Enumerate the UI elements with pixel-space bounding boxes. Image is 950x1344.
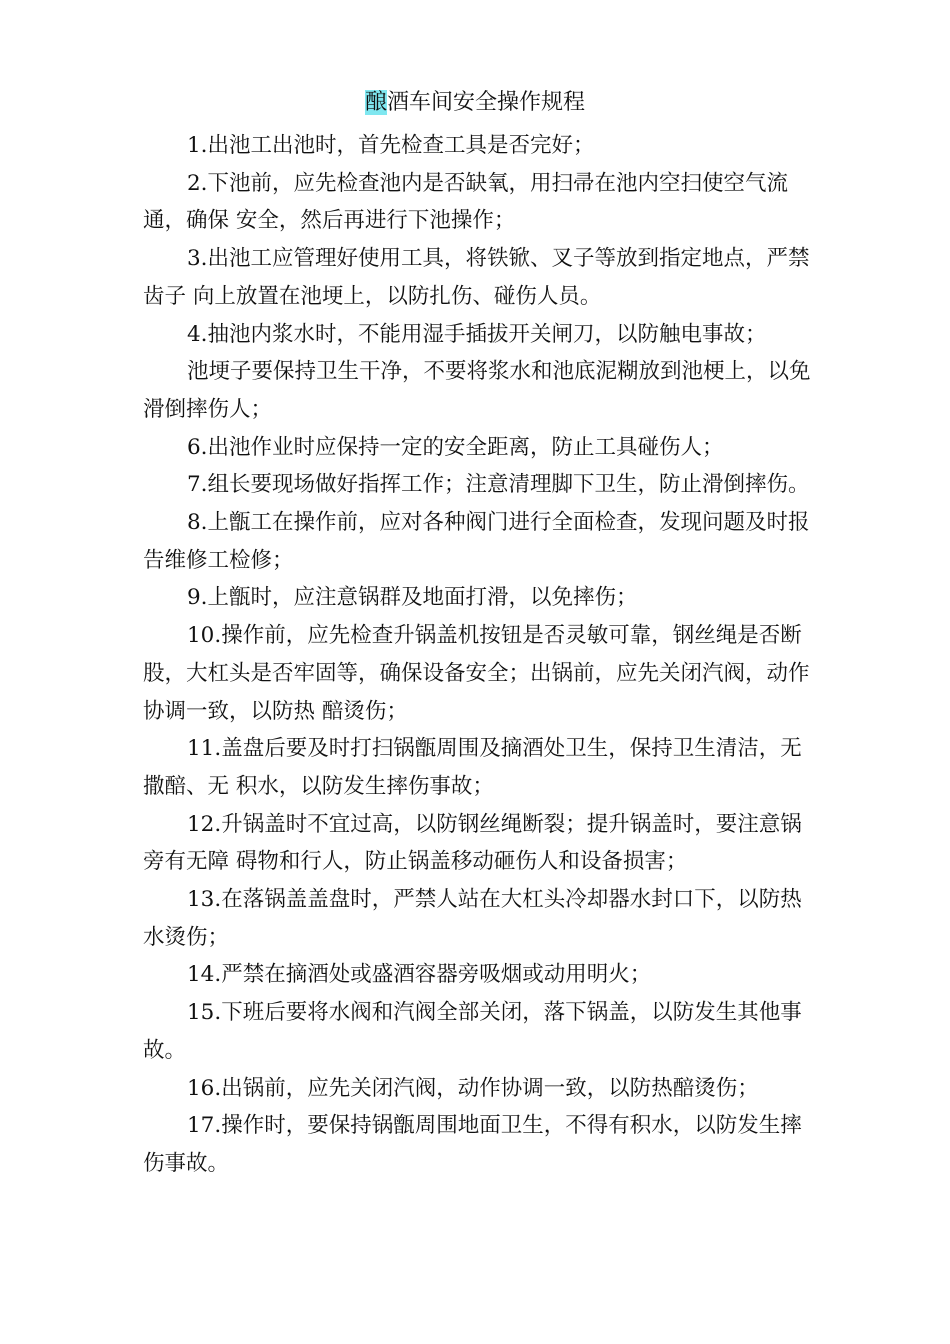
title-text: 酒车间安全操作规程 — [387, 90, 586, 115]
paragraph-5: 池埂子要保持卫生干净，不要将浆水和池底泥糊放到池梗上，以免滑倒摔伤人； — [143, 359, 811, 422]
page-title — [0, 88, 950, 118]
paragraph-2: 2.下池前，应先检查池内是否缺氧，用扫帚在池内空扫使空气流通，确保 安全，然后再进行下池操作； — [143, 170, 789, 234]
document-body — [143, 127, 823, 1183]
paragraph-11: 11.盖盘后要及时打扫锅甑周围及摘酒处卫生，保持卫生清洁，无撒醅、无 积水，以防发生摔伤事故； — [143, 736, 802, 799]
paragraph-12: 12.升锅盖时不宜过高，以防钢丝绳断裂；提升锅盖时，要注意锅旁有无障 碍物和行人，防止锅盖移动砸伤人和设备损害； — [143, 811, 802, 875]
paragraph-9: 9.上甑时，应注意锅群及地面打滑，以免摔伤； — [187, 585, 638, 611]
paragraph-8: 8.上甑工在操作前，应对各种阀门进行全面检查，发现问题及时报告维修工检修； — [143, 510, 810, 573]
paragraph-3: 3.出池工应管理好使用工具，将铁锨、叉子等放到指定地点，严禁齿子 向上放置在池埂上，以防扎伤、碰伤人员。 — [143, 246, 810, 309]
paragraph-13: 13.在落锅盖盖盘时，严禁人站在大杠头冷却器水封口下，以防热水烫伤； — [143, 887, 802, 950]
paragraph-15: 15.下班后要将水阀和汽阀全部关闭，落下锅盖，以防发生其他事故。 — [143, 1000, 802, 1063]
paragraph-6: 6.出池作业时应保持一定的安全距离，防止工具碰伤人； — [187, 434, 724, 460]
paragraph-1: 1.出池工出池时，首先检查工具是否完好； — [187, 133, 595, 158]
paragraph-10: 10.操作前，应先检查升锅盖机按钮是否灵敏可靠，钢丝绳是否断股，大杠头是否牢固等，确保设备安全；出锅前，应先关闭汽阀，动作协调一致，以防热 醅烫伤； — [143, 623, 810, 724]
paragraph-14: 14.严禁在摘酒处或盛酒容器旁吸烟或动用明火； — [187, 962, 652, 988]
title-highlighted-char: 酿 — [364, 90, 387, 115]
paragraph-7: 7.组长要现场做好指挥工作；注意清理脚下卫生，防止滑倒摔伤。 — [187, 472, 810, 498]
paragraph-16: 16.出锅前，应先关闭汽阀，动作协调一致，以防热醅烫伤； — [187, 1075, 759, 1101]
paragraph-4: 4.抽池内浆水时，不能用湿手插拔开关闸刀，以防触电事故； — [187, 321, 767, 347]
paragraph-17: 17.操作时，要保持锅甑周围地面卫生，不得有积水，以防发生摔伤事故。 — [143, 1113, 802, 1176]
